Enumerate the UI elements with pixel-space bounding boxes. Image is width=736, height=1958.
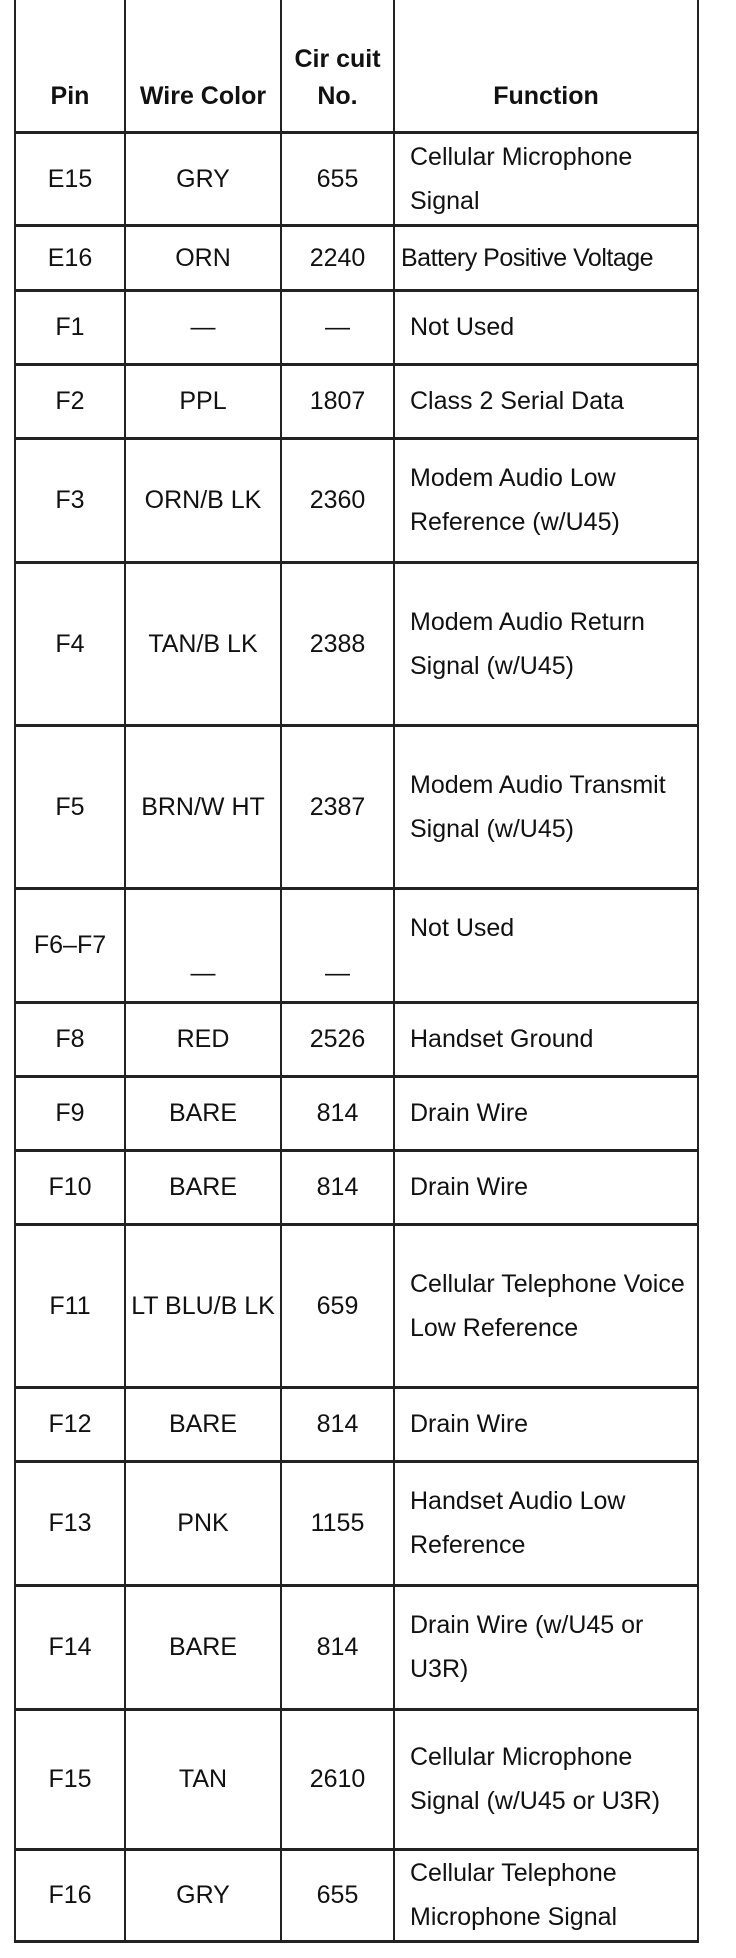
table-row <box>15 438 698 562</box>
pin-cell: F1 <box>15 290 125 364</box>
function-cell: Not Used <box>394 290 698 364</box>
function-cell: Drain Wire (w/U45 or U3R) <box>394 1585 698 1709</box>
function-cell: Cellular Microphone Signal <box>394 132 698 225</box>
wire-color-cell: PPL <box>125 364 281 438</box>
wire-color-cell: BARE <box>125 1076 281 1150</box>
pin-cell: F4 <box>15 562 125 725</box>
pin-cell: F14 <box>15 1585 125 1709</box>
circuit-cell: 2388 <box>281 562 394 725</box>
pin-cell: F16 <box>15 1849 125 1941</box>
header-pin: Pin <box>15 0 125 132</box>
pin-cell: F9 <box>15 1076 125 1150</box>
circuit-cell: 814 <box>281 1387 394 1461</box>
header-row <box>15 0 698 132</box>
circuit-cell: 2387 <box>281 725 394 888</box>
wire-color-cell: TAN/B LK <box>125 562 281 725</box>
pin-cell: F2 <box>15 364 125 438</box>
circuit-cell: 655 <box>281 132 394 225</box>
circuit-cell: 1155 <box>281 1461 394 1585</box>
table-row <box>15 1224 698 1387</box>
function-cell: Handset Audio Low Reference <box>394 1461 698 1585</box>
table-row <box>15 1585 698 1709</box>
circuit-cell: 2526 <box>281 1002 394 1076</box>
pin-cell: F12 <box>15 1387 125 1461</box>
pin-cell: F5 <box>15 725 125 888</box>
header-function: Function <box>394 0 698 132</box>
circuit-cell: 2240 <box>281 225 394 290</box>
wire-color-cell: PNK <box>125 1461 281 1585</box>
function-cell: Cellular Microphone Signal (w/U45 or U3R) <box>394 1709 698 1849</box>
pin-cell: F10 <box>15 1150 125 1224</box>
pin-cell: F13 <box>15 1461 125 1585</box>
function-cell: Modem Audio Low Reference (w/U45) <box>394 438 698 562</box>
circuit-cell: 814 <box>281 1076 394 1150</box>
circuit-cell: 814 <box>281 1585 394 1709</box>
table-row <box>15 225 698 290</box>
pin-cell: F15 <box>15 1709 125 1849</box>
circuit-cell: 655 <box>281 1849 394 1941</box>
function-cell: Drain Wire <box>394 1150 698 1224</box>
table-row <box>15 1461 698 1585</box>
function-cell: Not Used <box>394 888 698 1002</box>
table-row <box>15 888 698 1002</box>
circuit-cell: — <box>281 888 394 1002</box>
table-row <box>15 132 698 225</box>
function-cell: Cellular Telephone Microphone Signal <box>394 1849 698 1941</box>
function-cell: Battery Positive Voltage <box>394 225 698 290</box>
wire-color-cell: — <box>125 290 281 364</box>
table-row <box>15 290 698 364</box>
pin-cell: F11 <box>15 1224 125 1387</box>
table-row <box>15 1849 698 1941</box>
pin-cell: F8 <box>15 1002 125 1076</box>
function-cell: Drain Wire <box>394 1387 698 1461</box>
wire-color-cell: ORN <box>125 225 281 290</box>
table-row <box>15 562 698 725</box>
table-row <box>15 1076 698 1150</box>
function-cell: Cellular Telephone Voice Low Reference <box>394 1224 698 1387</box>
table-row <box>15 1002 698 1076</box>
function-cell: Modem Audio Transmit Signal (w/U45) <box>394 725 698 888</box>
circuit-cell: 659 <box>281 1224 394 1387</box>
pin-cell: F3 <box>15 438 125 562</box>
wire-color-cell: BRN/W HT <box>125 725 281 888</box>
pin-cell: F6–F7 <box>15 888 125 1002</box>
circuit-cell: 1807 <box>281 364 394 438</box>
table-row <box>15 1387 698 1461</box>
wire-color-cell: ORN/B LK <box>125 438 281 562</box>
pin-cell: E16 <box>15 225 125 290</box>
wire-color-cell: RED <box>125 1002 281 1076</box>
wire-color-cell: GRY <box>125 132 281 225</box>
wire-color-cell: GRY <box>125 1849 281 1941</box>
wire-color-cell: — <box>125 888 281 1002</box>
function-cell: Handset Ground <box>394 1002 698 1076</box>
function-cell: Drain Wire <box>394 1076 698 1150</box>
function-cell: Modem Audio Return Signal (w/U45) <box>394 562 698 725</box>
wire-color-cell: BARE <box>125 1585 281 1709</box>
table-row <box>15 1709 698 1849</box>
table-row <box>15 364 698 438</box>
circuit-cell: — <box>281 290 394 364</box>
wire-color-cell: TAN <box>125 1709 281 1849</box>
table-row <box>15 1150 698 1224</box>
header-wire-color: Wire Color <box>125 0 281 132</box>
table-row <box>15 725 698 888</box>
circuit-cell: 2360 <box>281 438 394 562</box>
circuit-cell: 814 <box>281 1150 394 1224</box>
function-cell: Class 2 Serial Data <box>394 364 698 438</box>
wire-color-cell: BARE <box>125 1150 281 1224</box>
wire-color-cell: BARE <box>125 1387 281 1461</box>
circuit-cell: 2610 <box>281 1709 394 1849</box>
connector-pinout-table <box>14 0 699 1943</box>
wire-color-cell: LT BLU/B LK <box>125 1224 281 1387</box>
header-circuit-no: Cir cuit No. <box>281 0 394 132</box>
pin-cell: E15 <box>15 132 125 225</box>
